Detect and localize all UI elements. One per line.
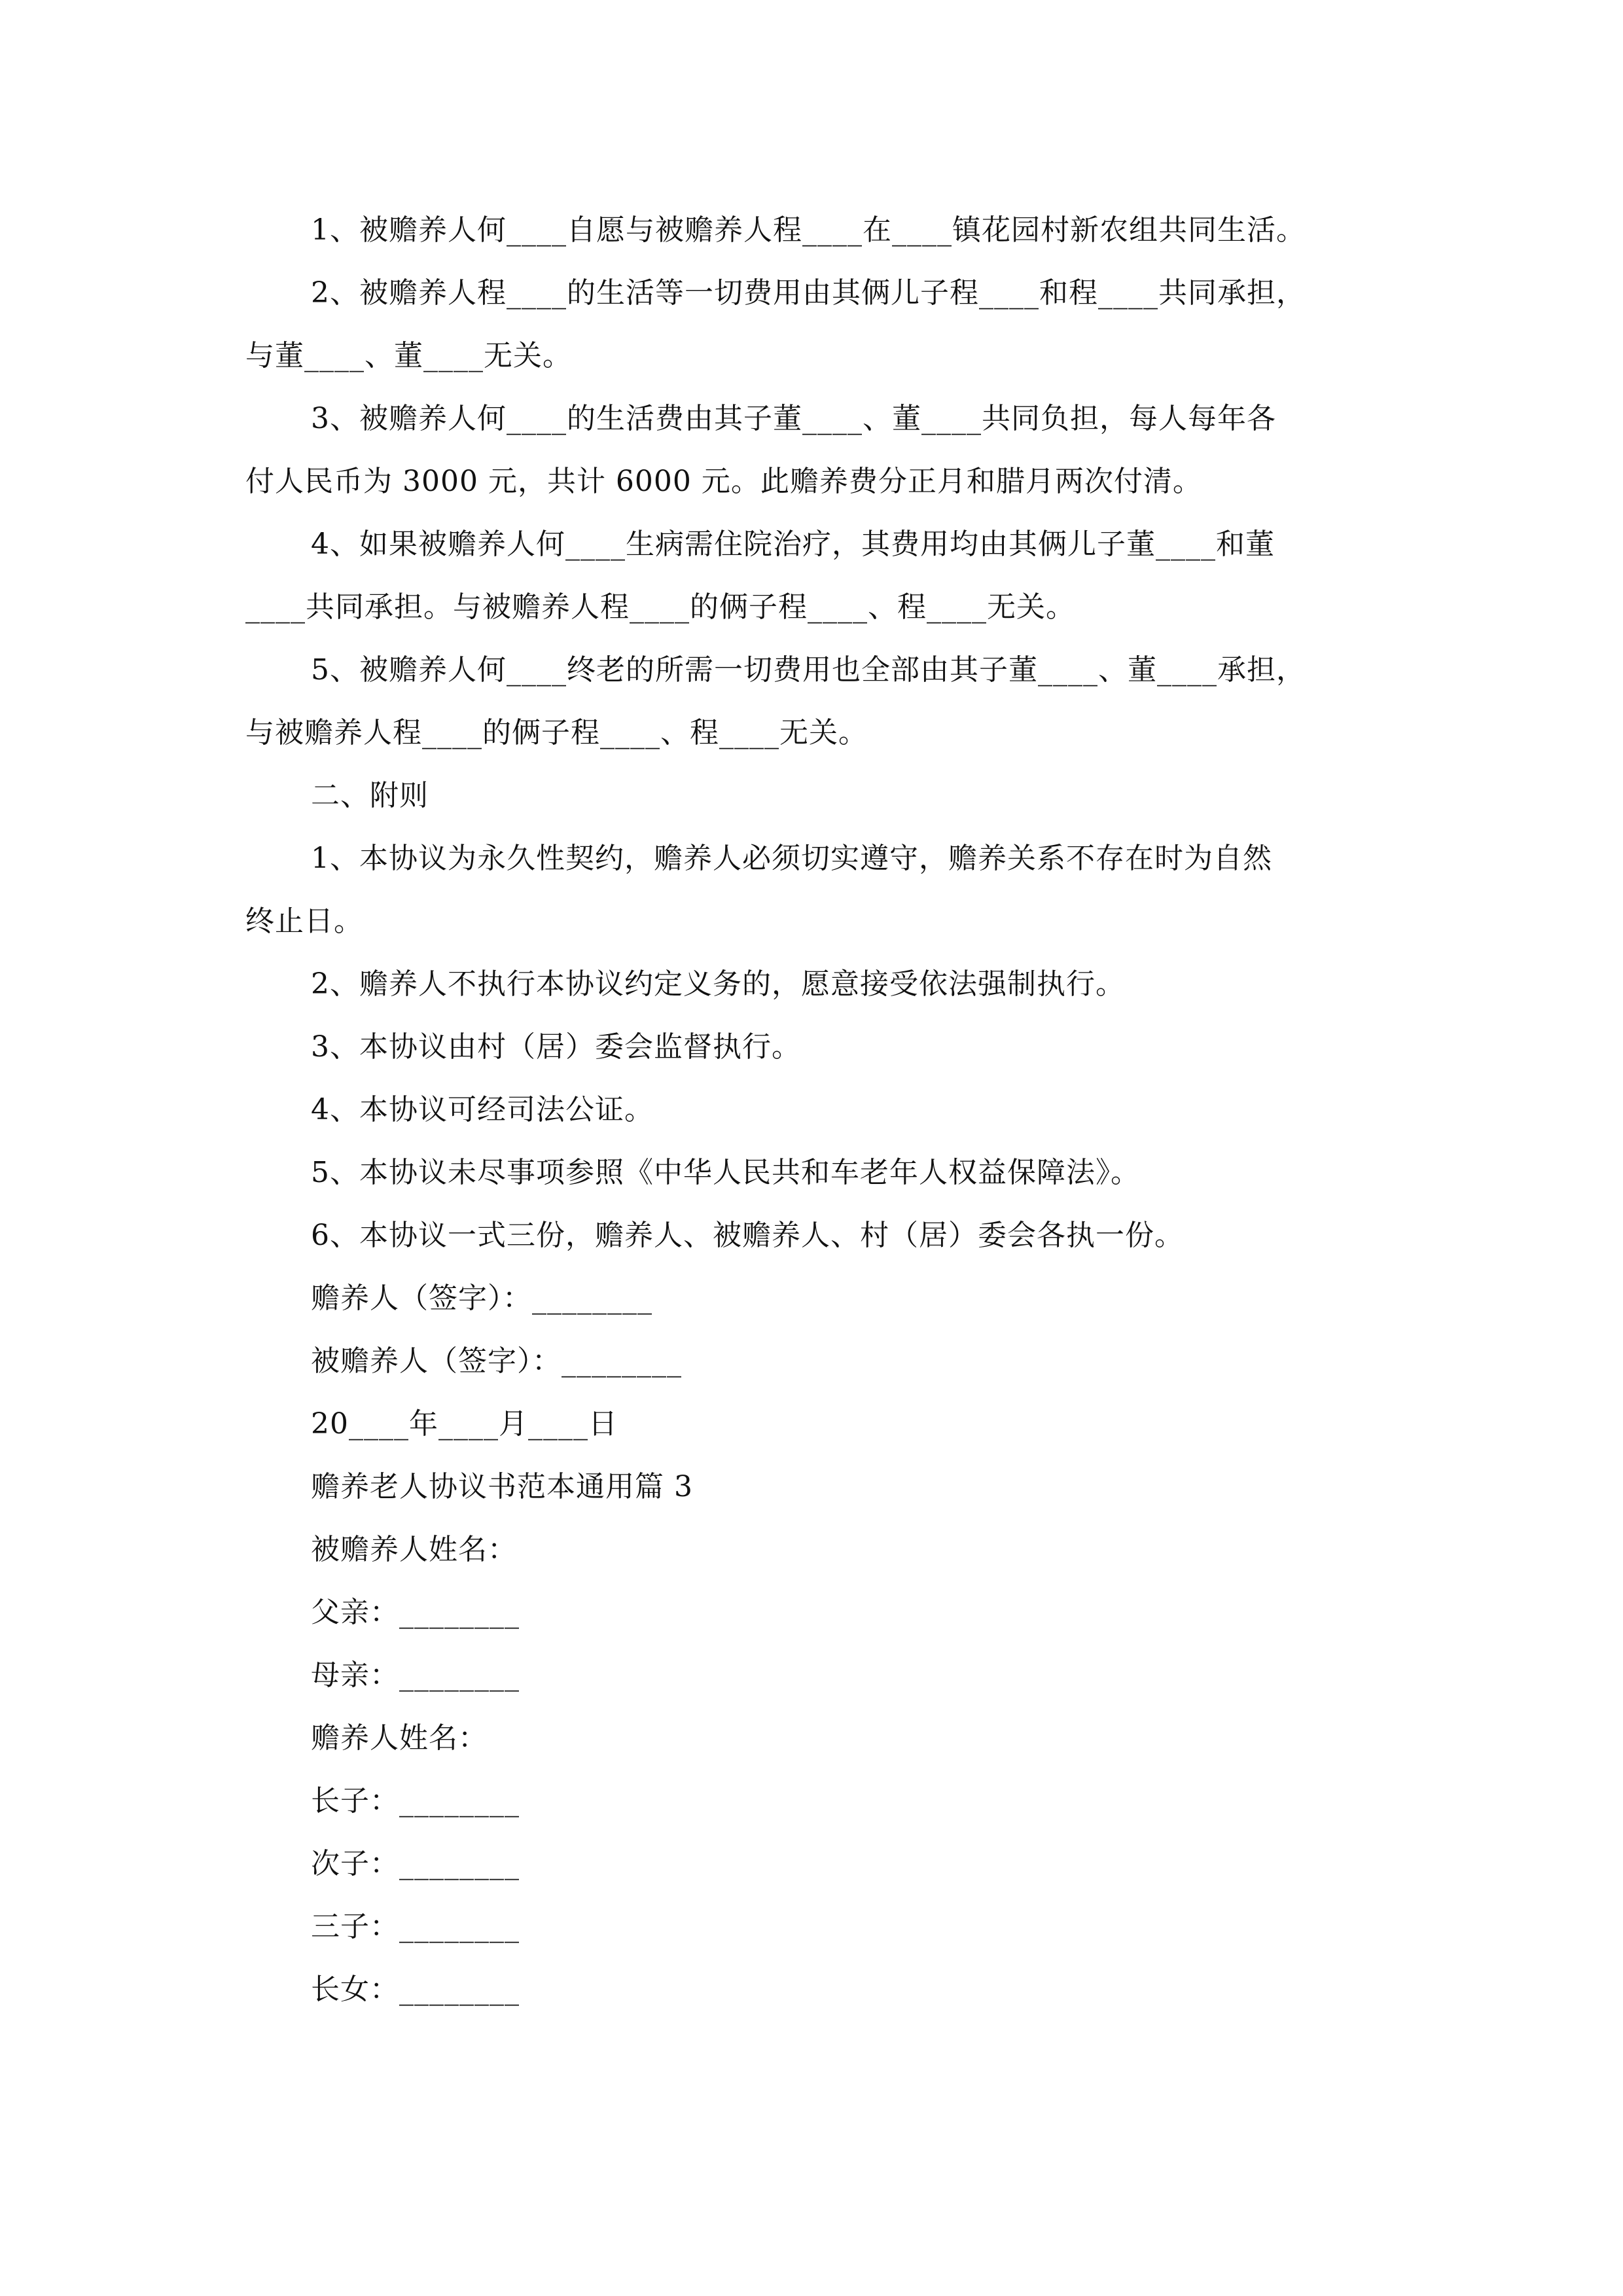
clause-4-continuation: ____共同承担。与被赡养人程____的俩子程____、程____无关。	[245, 590, 1075, 624]
eldest-daughter-field: 长女：________	[311, 1973, 520, 2006]
clause-3-continuation: 付人民币为 3000 元，共计 6000 元。此赡养费分正月和腊月两次付清。	[245, 465, 1202, 498]
clause-4-line: 4、如果被赡养人何____生病需住院治疗，其费用均由其俩儿子董____和董	[311, 528, 1275, 561]
supporter-names-label: 赡养人姓名：	[311, 1721, 488, 1755]
supported-signature-line: 被赡养人（签字）：________	[311, 1344, 682, 1378]
eldest-son-field: 长子：________	[311, 1784, 520, 1818]
clause-5-line: 5、被赡养人何____终老的所需一切费用也全部由其子董____、董____承担，	[311, 653, 1306, 687]
clause-5-continuation: 与被赡养人程____的俩子程____、程____无关。	[245, 716, 868, 749]
mother-field: 母亲：________	[311, 1659, 520, 1692]
annex-6-line: 6、本协议一式三份，赡养人、被赡养人、村（居）委会各执一份。	[311, 1219, 1184, 1252]
second-son-field: 次子：________	[311, 1847, 520, 1880]
date-line: 20____年____月____日	[311, 1407, 618, 1441]
section-title-template-3: 赡养老人协议书范本通用篇 3	[311, 1470, 693, 1503]
clause-2-line: 2、被赡养人程____的生活等一切费用由其俩儿子程____和程____共同承担，	[311, 276, 1306, 310]
annex-4-line: 4、本协议可经司法公证。	[311, 1093, 654, 1126]
annex-5-line: 5、本协议未尽事项参照《中华人民共和车老年人权益保障法》。	[311, 1156, 1140, 1189]
father-field: 父亲：________	[311, 1596, 520, 1629]
clause-2-continuation: 与董____、董____无关。	[245, 339, 572, 372]
annex-3-line: 3、本协议由村（居）委会监督执行。	[311, 1030, 801, 1064]
supporter-signature-line: 赡养人（签字）：________	[311, 1282, 652, 1315]
clause-1-line: 1、被赡养人何____自愿与被赡养人程____在____镇花园村新农组共同生活。	[311, 213, 1306, 247]
annex-1-continuation: 终止日。	[245, 905, 363, 938]
section-heading-annex: 二、附则	[311, 779, 429, 812]
annex-1-line: 1、本协议为永久性契约，赡养人必须切实遵守，赡养关系不存在时为自然	[311, 842, 1272, 875]
clause-3-line: 3、被赡养人何____的生活费由其子董____、董____共同负担，每人每年各	[311, 402, 1276, 435]
third-son-field: 三子：________	[311, 1910, 520, 1943]
supported-names-label: 被赡养人姓名：	[311, 1533, 517, 1566]
annex-2-line: 2、赡养人不执行本协议约定义务的，愿意接受依法强制执行。	[311, 967, 1125, 1001]
